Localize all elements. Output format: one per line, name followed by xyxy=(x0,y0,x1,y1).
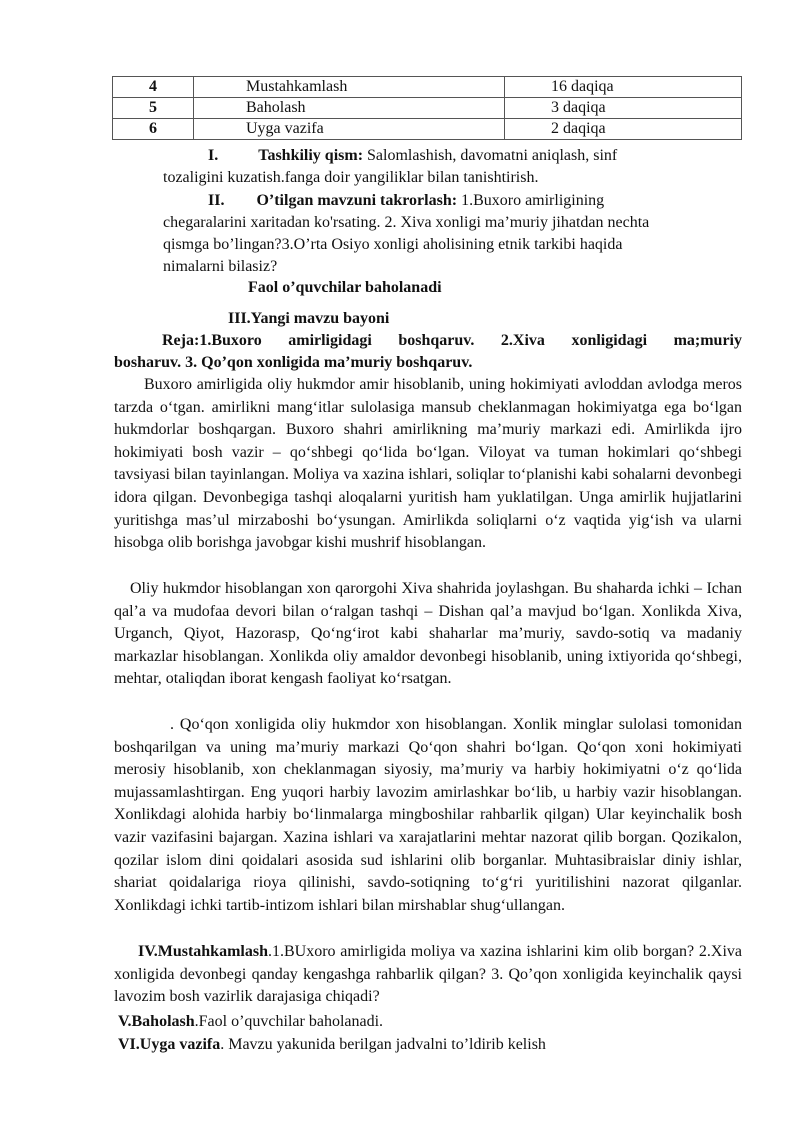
table-row xyxy=(113,77,742,98)
section-2-text-1: 1.Buxoro amirligining xyxy=(457,192,605,209)
baholash-line xyxy=(118,1011,383,1033)
stage-name: Mustahkamlash xyxy=(194,77,505,98)
section-2-heading: O’tilgan mavzuni takrorlash: xyxy=(256,192,458,209)
section-2-text-2: chegaralarini xaritadan ko'rsating. 2. Xiva xonligi ma’muriy jihatdan nechta xyxy=(163,214,650,231)
reja-line-1: Reja:1.Buxoro amirligidagi boshqaruv. 2.Xiva xonligidagi ma;muriy xyxy=(162,332,742,349)
section-2-text-3: qismga bo’lingan?3.O’rta Osiyo xonligi aholisining etnik tarkibi haqida xyxy=(163,236,623,253)
table-row xyxy=(113,98,742,119)
stage-number: 5 xyxy=(113,98,194,119)
paragraph-xiva: Oliy hukmdor hisoblangan xon qarorgohi Xiva shahrida joylashgan. Bu shaharda ichki – Ichan qal’a va mudofaa devori bilan o‘ralgan tashqi – Dishan qal’a mavjud bo‘lgan. Xonlikda Xiva, Urganch, Qiyot, Hazorasp, Qo‘ng‘irot kabi shaharlar ma’muriy, savdo-sotiq va madaniy markazlar hisoblangan. Xonlikda oliy amaldor devonbegi hisoblanib, uning ixtiyorida qo‘shbegi, mehtar, otaliqdan iborat kengash faoliyat ko‘rsatgan. xyxy=(114,580,742,688)
paragraph-qoqon: . Qo‘qon xonligida oliy hukmdor xon hisoblangan. Xonlik minglar sulolasi tomonidan boshqarilgan va uning ma’muriy markazi Qo‘qon shahri bo‘lgan. Qo‘qon xoni hokimiyati merosiy hisoblanib, xon cheklanmagan siyosiy, ma’muriy va harbiy hokimiyatni o‘z qo‘lida mujassamlashtirgan. Eng yuqori harbiy lavozim amirlashkar bo‘lib, u harbiy vazir hisoblangan. Xonlikdagi alohida harbiy bo‘linmalarga mingboshilar rahbarlik qilgan) Ular keyinchalik bosh vazir vazifasini bajargan. Xazina ishlari va xarajatlarini mehtar nazorat qilib borgan. Qozikalon, qozilar islom dini qoidalari asosida sud ishlarini olib borganlar. Muhtasibraislar diniy ishlar, shariat qoidalariga rioya qilinishi, savdo-sotiqning to‘g‘ri yuritilishini nazorat qilganlar. Xonlikdagi ichki tartib-intizom ishlari bilan mirshablar shug‘ullangan. xyxy=(114,716,742,914)
paragraph-buxoro: Buxoro amirligida oliy hukmdor amir hisoblanib, uning hokimiyati avloddan avlodga meros tarzda o‘tgan. amirlikni mang‘itlar sulolasiga mansub cheklanmagan hokimiyatga ega bo‘lgan hukmdorlar boshqargan. Buxoro shahri amirlikning ma’muriy markazi edi. Amirlikda ijro hokimiyati bosh vazir – qo‘shbegi qo‘lida bo‘lgan. Viloyat va tuman hokimlari qo‘shbegi tavsiyasi bilan tayinlangan. Moliya va xazina ishlari, soliqlar to‘planishi kabi sohalarni devonbegi idora qilgan. Devonbegiga tashqi aloqalarni yuritish ham yuklatilgan. Unga amirlik hujjatlarini yuritishga mas’ul mirzaboshi bo‘ysungan. Amirlikda soliqlarni o‘z vaqtida yig‘ish va ularni hisobga olib borishga javobgar kishi mushrif hisoblangan. xyxy=(114,376,742,552)
uyga-vazifa-heading: VI.Uyga vazifa xyxy=(118,1036,221,1053)
section-3-heading: III.Yangi mavzu bayoni xyxy=(228,310,390,327)
mustahkamlash-text: .1.BUxoro amirligida moliya va xazina ishlarini kim olib borgan? 2.Xiva xonligida devonbegi qanday kengashga rahbarlik qilgan? 3. Qo’qon xonligida keyinchalik qaysi lavozim bosh vazirlik darajasiga chiqadi? xyxy=(114,943,742,1006)
baholash-text: .Faol o’quvchilar baholanadi. xyxy=(194,1013,384,1030)
section-1-heading: Tashkiliy qism: xyxy=(258,147,364,164)
section-1-line-1 xyxy=(208,145,617,167)
section-2-text-4: nimalarni bilasiz? xyxy=(163,258,278,275)
mustahkamlash-paragraph xyxy=(114,941,742,1009)
stage-duration: 16 daqiqa xyxy=(505,77,742,98)
section-1-text-2: tozaligini kuzatish.fanga doir yangiliklar bilan tanishtirish. xyxy=(163,169,539,186)
stage-number: 6 xyxy=(113,119,194,140)
section-2-line-1 xyxy=(208,190,604,212)
uyga-vazifa-line xyxy=(118,1034,546,1056)
lesson-plan-table xyxy=(112,76,742,140)
table-row xyxy=(113,119,742,140)
section-2-numeral: II. xyxy=(208,192,225,209)
stage-number: 4 xyxy=(113,77,194,98)
section-1-text-1: Salomlashish, davomatni aniqlash, sinf xyxy=(363,147,618,164)
stage-name: Uyga vazifa xyxy=(194,119,505,140)
stage-name: Baholash xyxy=(194,98,505,119)
mustahkamlash-heading: IV.Mustahkamlash xyxy=(138,943,268,960)
stage-duration: 3 daqiqa xyxy=(505,98,742,119)
reja-line-2: bosharuv. 3. Qo’qon xonligida ma’muriy boshqaruv. xyxy=(114,354,473,371)
stage-duration: 2 daqiqa xyxy=(505,119,742,140)
section-1-numeral: I. xyxy=(208,147,219,164)
faol-line: Faol o’quvchilar baholanadi xyxy=(248,279,442,296)
uyga-vazifa-text: . Mavzu yakunida berilgan jadvalni to’ldirib kelish xyxy=(220,1036,546,1053)
baholash-heading: V.Baholash xyxy=(118,1013,195,1030)
